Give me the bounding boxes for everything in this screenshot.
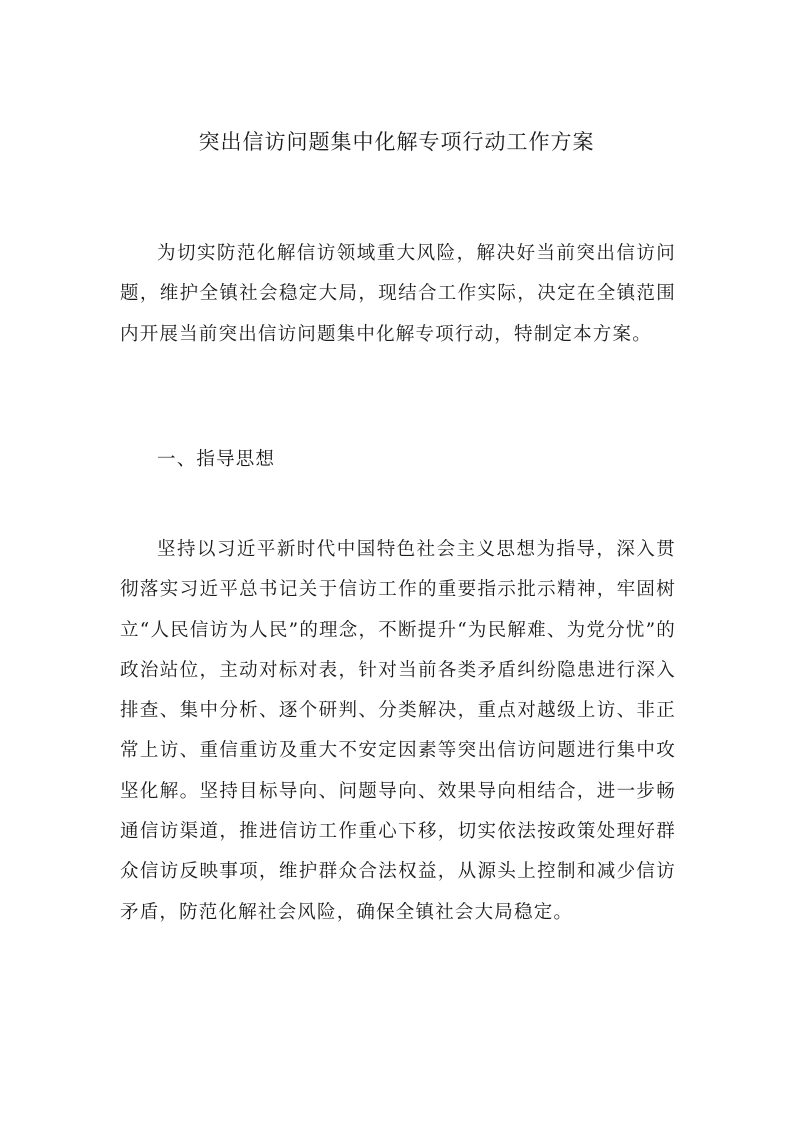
section-heading-guiding-ideology: 一、指导思想: [157, 449, 276, 470]
document-title: 突出信访问题集中化解专项行动工作方案: [198, 130, 595, 154]
intro-paragraph: 为切实防范化解信访领域重大风险，解决好当前突出信访问题，维护全镇社会稳定大局，现结合工作实际，决定在全镇范围内开展当前突出信访问题集中化解专项行动，特制定本方案。: [120, 243, 676, 345]
section-body-guiding-ideology: 坚持以习近平新时代中国特色社会主义思想为指导，深入贯彻落实习近平总书记关于信访工作的重要指示批示精神，牢固树立“人民信访为人民”的理念，不断提升“为民解难、为党分忧”的政治站位，主动对标对表，针对当前各类矛盾纠纷隐患进行深入排查、集中分析、逐个研判、分类解决，重点对越级上访、非正常上访、重信重访及重大不安定因素等突出信访问题进行集中攻坚化解。坚持目标导向、问题导向、效果导向相结合，进一步畅通信访渠道，推进信访工作重心下移，切实依法按政策处理好群众信访反映事项，维护群众合法权益，从源头上控制和减少信访矛盾，防范化解社会风险，确保全镇社会大局稳定。: [120, 539, 676, 923]
